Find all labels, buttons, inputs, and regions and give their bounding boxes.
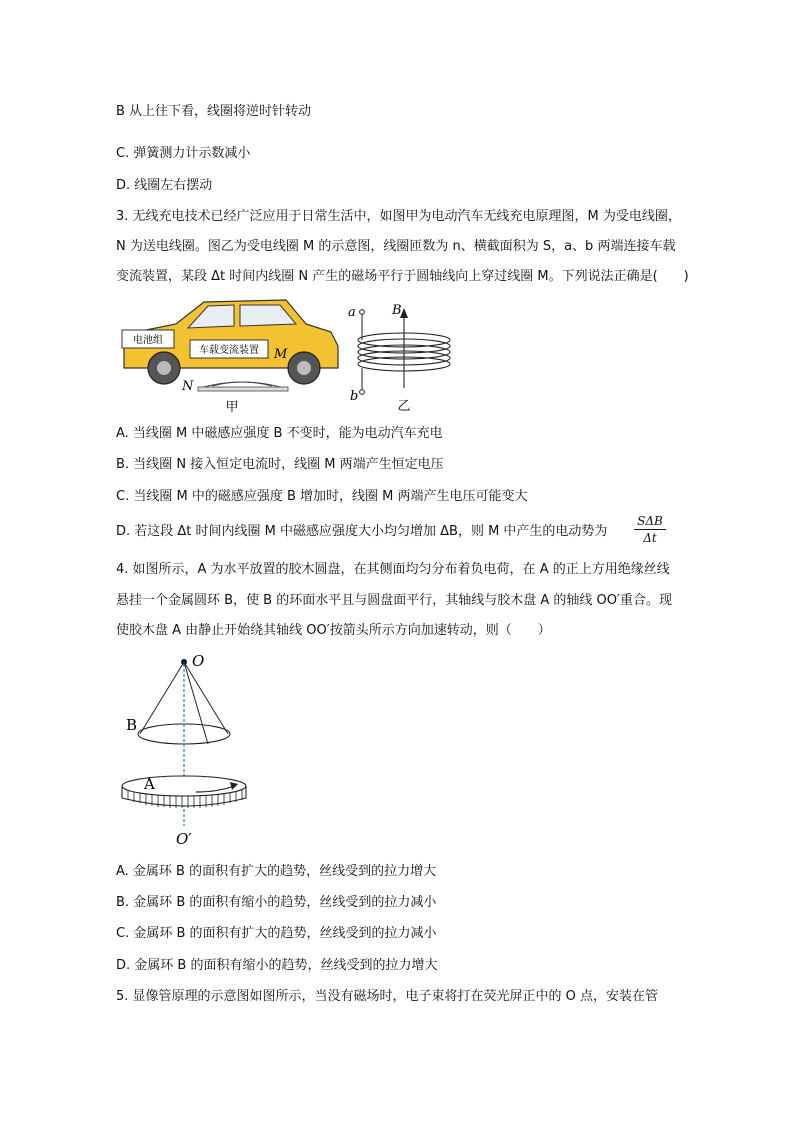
battery-label: 电池组 [133, 335, 163, 346]
option-b-q2: B 从上往下看，线圈将逆时针转动 [116, 104, 312, 119]
field-b-label: B [392, 303, 402, 318]
ring-disk-figure [120, 650, 260, 852]
caption-yi: 乙 [397, 399, 411, 414]
question-4-line-1: 4. 如图所示，A 为水平放置的胶木圆盘，在其侧面均匀分布着负电荷，在 A 的正上方用绝缘丝线 [116, 562, 670, 577]
option-d-q3: D. 若这段 Δt 时间内线圈 M 中磁感应强度大小均匀增加 ΔB，则 M 中产生的电动势为 [116, 524, 608, 539]
option-c-q3: C. 当线圈 M 中的磁感应强度 B 增加时，线圈 M 两端产生电压可能变大 [116, 489, 528, 504]
option-a-q4: A. 金属环 B 的面积有扩大的趋势，丝线受到的拉力增大 [116, 864, 437, 879]
option-c-q4: C. 金属环 B 的面积有扩大的趋势，丝线受到的拉力减小 [116, 926, 437, 941]
fraction-bar [634, 529, 666, 530]
option-a-q3: A. 当线圈 M 中磁感应强度 B 不变时，能为电动汽车充电 [116, 426, 443, 441]
coil-figure [342, 296, 472, 416]
option-d-q2: D. 线圈左右摆动 [116, 178, 213, 193]
option-b-q3: B. 当线圈 N 接入恒定电流时，线圈 M 两端产生恒定电压 [116, 457, 444, 472]
coil-n-label: N [182, 379, 194, 394]
car-figure [116, 294, 348, 416]
terminal-b-label: b [350, 389, 359, 404]
emf-fraction [634, 514, 666, 545]
pivot-o-label: O [192, 652, 205, 670]
axis-o-prime-label: O′ [176, 830, 192, 848]
ring-b-label: B [126, 716, 138, 734]
converter-label: 车载变流装置 [199, 345, 259, 356]
terminal-a-label: a [348, 305, 356, 320]
question-3-line-1: 3. 无线充电技术已经广泛应用于日常生活中，如图甲为电动汽车无线充电原理图，M 为受电线圈， [116, 209, 681, 224]
question-5-line-1: 5. 显像管原理的示意图如图所示，当没有磁场时，电子束将打在荧光屏正中的 O 点，安装在管 [116, 989, 659, 1004]
option-d-q4: D. 金属环 B 的面积有缩小的趋势，丝线受到的拉力增大 [116, 958, 438, 973]
coil-m-label: M [274, 347, 288, 362]
question-4-line-3: 使胶木盘 A 由静止开始绕其轴线 OO′按箭头所示方向加速转动，则（ ） [116, 623, 551, 638]
question-3-line-2: N 为送电线圈。图乙为受电线圈 M 的示意图，线圈匝数为 n、横截面积为 S，a、b 两端连接车载 [116, 239, 676, 254]
question-4-line-2: 悬挂一个金属圆环 B，使 B 的环面水平且与圆盘面平行，其轴线与胶木盘 A 的轴线 OO′重合。现 [116, 593, 672, 608]
option-c-q2: C. 弹簧测力计示数减小 [116, 146, 251, 161]
question-3-line-3: 变流装置，某段 Δt 时间内线圈 N 产生的磁场平行于圆轴线向上穿过线圈 M。下列说法正确是( ) [116, 269, 689, 284]
disk-a-label: A [144, 775, 155, 793]
disk-a [122, 776, 246, 796]
emf-numerator: SΔB [637, 514, 663, 528]
emf-denominator: Δt [643, 531, 657, 545]
caption-jia: 甲 [225, 400, 239, 415]
option-b-q4: B. 金属环 B 的面积有缩小的趋势，丝线受到的拉力减小 [116, 895, 437, 910]
